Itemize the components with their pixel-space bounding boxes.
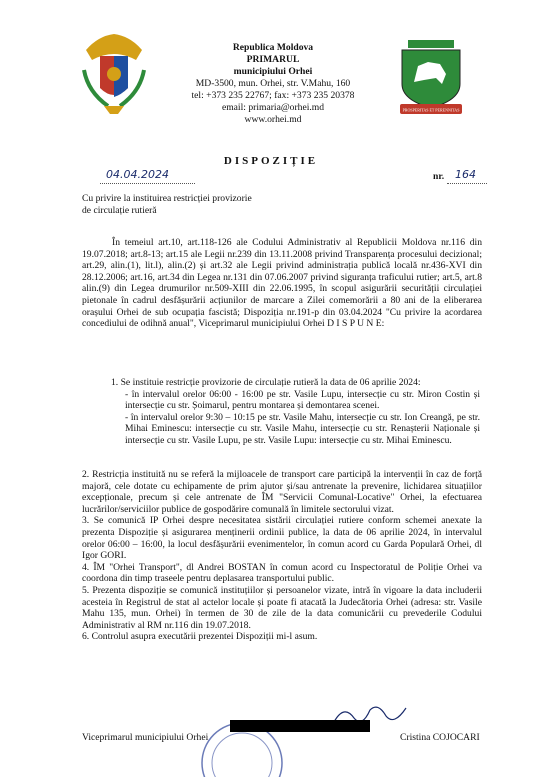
- paragraph-1-a: - în intervalul orelor 06:00 - 16:00 pe str. Vasile Lupu, intersecție cu str. Miron Costin și intersecție cu str. Șoimarul, pentru montarea și demontarea scenei.: [125, 388, 480, 412]
- paragraph-3: 3. Se comunică IP Orhei despre necesitatea sistării circulației rutiere conform schemei anexate la prezenta Dispoziție și asigurarea menținerii ordinii publice, la data de 06 aprilie 2024, în intervalul orelor 06:00 – 16:00, la locul desfășurării evenimentelor, în comun acord cu Garda Populară Orhei, dl Igor GORI.: [82, 515, 482, 562]
- motto-text: PROSPERITAS ET PERENNITAS: [402, 107, 460, 113]
- header-municipality: municipiului Orhei: [233, 66, 313, 77]
- paragraph-1-title: 1. Se instituie restricție provizorie de circulație rutieră la data de 06 aprilie 2024:: [111, 377, 421, 388]
- header-office: PRIMARUL: [246, 54, 300, 65]
- subject: Cu privire la instituirea restricției provizorie de circulație rutieră: [82, 193, 252, 216]
- document-title: DISPOZIȚIE: [223, 155, 319, 167]
- redaction-bar: [230, 720, 370, 732]
- date-field: [100, 168, 195, 184]
- paragraph-2: 2. Restricția instituită nu se referă la mijloacele de transport care participă la intervenții în caz de forță majoră, cele dotate cu echipamente de prim ajutor și/sau antrenate la prevenire, lichidarea situațiilor excepționale, precum și cele antrenate de ÎM "Servicii Comunal-Locative" Orhei, la efectuarea lucrărilor/serviciilor publice de gospodărire comunală în limitele sectorului vizat.: [82, 469, 482, 515]
- intro-paragraph: În temeiul art.10, art.118-126 ale Codului Administrativ al Republicii Moldova nr.116 din 19.07.2018; art.8-13; art.15 ale Legii nr.239 din 13.11.2008 privind Transparența procesului decizional; art.29, alin.(1), lit.l), alin.(2) și art.32 ale Legii privind administrația publică locală nr.436-XVI din 28.12.2006; art.16, art.34 din Legea nr.131 din 07.06.2007 privind siguranța traficului rutier; art.5, art.8 alin.(9) din Legea drumurilor nr.509-XIII din 22.06.1995, în scopul asigurării securității circulației pietonale în cadrul desfășurării acțiunilor de marcare a Zilei comemorării a 80 ani de la eliberarea orașului Orhei de sub ocupația fascistă; Dispoziția nr.191-p din 03.04.2024 "Cu privire la acordarea concediului de odihnă anual", Viceprimarul municipiului Orhei D I S P U N E:: [82, 237, 482, 330]
- header-web: www.orhei.md: [244, 114, 302, 125]
- moldova-coat-of-arms-icon: [78, 30, 150, 118]
- signature-role: Viceprimarul municipiului Orhei: [82, 732, 209, 743]
- header-republic: Republica Moldova: [232, 42, 314, 53]
- paragraph-6: 6. Controlul asupra executării prezentei Dispoziții mi-l asum.: [82, 631, 318, 643]
- paragraph-list: [82, 469, 482, 643]
- header-phone: tel: +373 235 22767; fax: +373 235 20378: [191, 90, 355, 101]
- paragraph-5: 5. Prezenta dispoziție se comunică instituțiilor și persoanelor vizate, intră în vigoare la data includerii acesteia în Registrul de stat al actelor locale și poate fi atacată la Judecătoria Orhei (adresa: str. Vasile Mahu 135, mun. Orhei) în termen de 30 de zile de la data comunicării cu prevederile Codului Administrativ al RM nr.116 din 19.07.2018.: [82, 584, 482, 631]
- handwritten-number: 164: [455, 168, 476, 181]
- paragraph-1: [111, 377, 480, 447]
- paragraph-1-b: - în intervalul orelor 9:30 – 10:15 pe str. Vasile Mahu, intersecție cu str. Ion Creangă, pe str. Mihai Eminescu: intersecție cu str. Vasile Mahu, intersecție cu str. Renașterii Naționale și intersecție cu str. Vasile Lupu, pe str. Vasile Lupu: intersecție cu str. Mihai Eminescu.: [125, 411, 480, 446]
- paragraph-4: 4. ÎM "Orhei Transport", dl Andrei BOSTAN în comun acord cu Inspectoratul de Poliție Orhei va coordona din timp traseele pentru deplasarea transportului public.: [82, 561, 482, 585]
- handwritten-date: 04.04.2024: [106, 168, 169, 181]
- header-address: MD-3500, mun. Orhei, str. V.Mahu, 160: [195, 78, 351, 89]
- nr-field: [447, 168, 487, 184]
- nr-label: nr.: [433, 171, 445, 182]
- orhei-coat-of-arms-icon: [396, 38, 466, 118]
- header-email: email: primaria@orhei.md: [221, 102, 325, 113]
- signature-name: Cristina COJOCARI: [400, 732, 480, 743]
